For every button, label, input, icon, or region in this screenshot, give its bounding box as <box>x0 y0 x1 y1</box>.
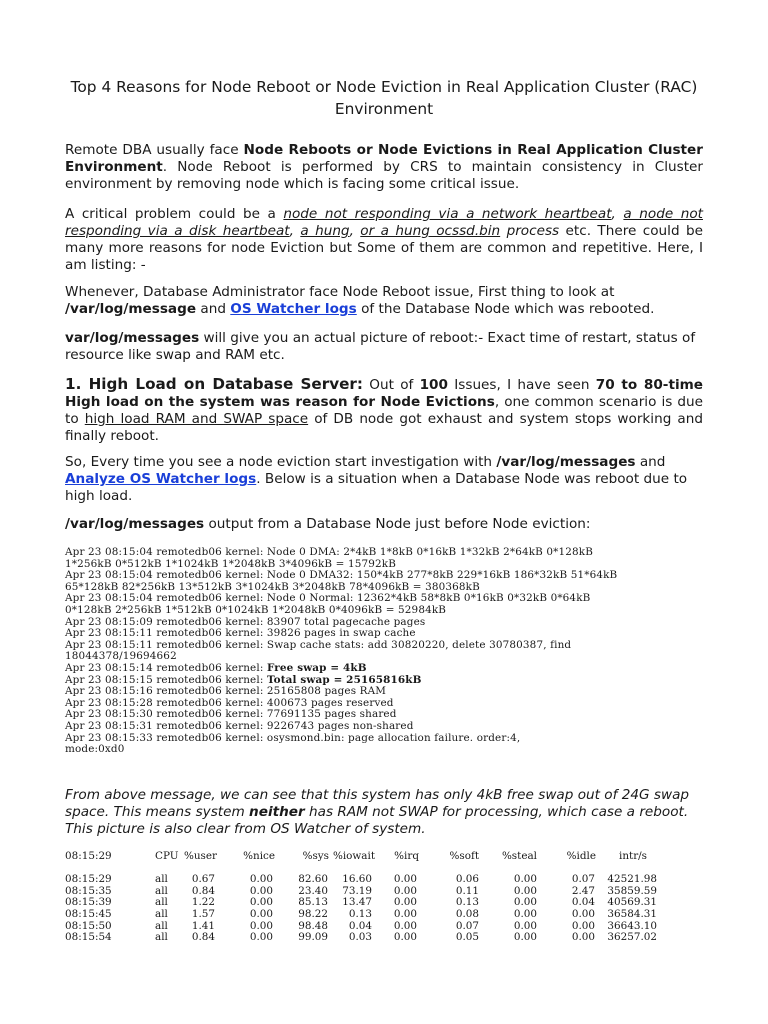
table-cell: 36584.31 <box>607 907 657 920</box>
log-line: mode:0xd0 <box>65 743 125 756</box>
table-cell: 85.13 <box>298 896 328 909</box>
log-line: Apr 23 08:15:30 remotedb06 kernel: 77691135 pages shared <box>65 708 397 721</box>
log-line: Apr 23 08:15:16 remotedb06 kernel: 25165808 pages RAM <box>65 685 387 698</box>
table-header-cell: %steal <box>501 850 537 862</box>
table-cell: 73.19 <box>342 884 372 897</box>
table-cell: 99.09 <box>298 931 328 944</box>
table-cell: 0.00 <box>513 919 537 932</box>
table-cell: all <box>155 873 168 886</box>
high-load-heading: 1. High Load on Database Server: <box>65 375 363 393</box>
table-cell: 0.07 <box>571 873 595 886</box>
table-cell: 1.22 <box>191 896 215 909</box>
free-swap-value: Free swap = 4kB <box>266 661 367 674</box>
table-cell: 2.47 <box>571 884 595 897</box>
hung-phrase: a hung <box>300 223 350 239</box>
intro-paragraph <box>65 142 703 193</box>
intro-text-end: . Node Reboot is performed by CRS to maintain consistency in Cluster environment by removing node which is facing some critical issue. <box>65 159 703 192</box>
var-log-message-path: /var/log/message <box>65 301 197 317</box>
table-cell: 08:15:39 <box>65 896 112 909</box>
high-load-underline: high load RAM and SWAP space <box>84 411 309 427</box>
table-cell: 0.07 <box>455 919 479 932</box>
log-line: Apr 23 08:15:11 remotedb06 kernel: Swap cache stats: add 30820220, delete 30780387, find <box>65 638 572 651</box>
table-cell: 1.41 <box>191 919 215 932</box>
table-cell: 0.05 <box>455 931 479 944</box>
log-line: 65*128kB 82*256kB 13*512kB 3*1024kB 3*2048kB 78*4096kB = 380368kB <box>65 580 480 593</box>
table-cell: 16.60 <box>342 873 372 886</box>
table-cell: 0.00 <box>249 896 273 909</box>
table-cell: all <box>155 919 168 932</box>
table-cell: 0.13 <box>348 907 372 920</box>
table-cell: 0.00 <box>393 931 417 944</box>
table-cell: 40569.31 <box>607 896 657 909</box>
table-cell: 0.00 <box>393 873 417 886</box>
table-cell: 82.60 <box>298 873 328 886</box>
swap-analysis-note: From above message, we can see that this system has only 4kB free swap out of 24G swap space. This means system neither has RAM not SWAP for processing, which case a reboot. This picture is also clear from OS Watcher of system. <box>65 787 690 837</box>
table-cell: 98.22 <box>298 907 328 920</box>
table-cell: 0.00 <box>513 896 537 909</box>
log-line: 18044378/19694662 <box>65 650 177 663</box>
var-log-messages-output <box>65 547 705 756</box>
os-watcher-logs-link[interactable]: OS Watcher logs <box>230 301 357 317</box>
table-cell: 08:15:50 <box>65 919 112 932</box>
table-cell: 08:15:54 <box>65 931 112 944</box>
log-line: Apr 23 08:15:33 remotedb06 kernel: osysmond.bin: page allocation failure. order:4, <box>65 731 521 744</box>
table-header-cell: CPU <box>155 850 179 862</box>
table-cell: 0.00 <box>249 931 273 944</box>
log-line: Apr 23 08:15:04 remotedb06 kernel: Node 0 DMA: 2*4kB 1*8kB 0*16kB 1*32kB 2*64kB 0*128kB <box>65 546 594 558</box>
table-cell: 0.04 <box>348 919 372 932</box>
table-cell: 0.00 <box>571 931 595 944</box>
page-title: Top 4 Reasons for Node Reboot or Node Eviction in Real Application Cluster (RAC) Environment <box>70 78 698 118</box>
table-header-cell: %iowait <box>332 850 375 862</box>
table-cell: 1.57 <box>191 907 215 920</box>
table-cell: 0.00 <box>513 931 537 944</box>
table-cell: 0.11 <box>455 884 479 897</box>
log-line: Apr 23 08:15:14 remotedb06 kernel: Free swap = 4kB <box>65 661 367 674</box>
table-header-cell: intr/s <box>619 850 647 862</box>
neither-bold: neither <box>249 804 305 820</box>
log-line: Apr 23 08:15:11 remotedb06 kernel: 39826 pages in swap cache <box>65 627 416 640</box>
table-header-cell: %idle <box>566 850 596 862</box>
log-line: Apr 23 08:15:04 remotedb06 kernel: Node 0 Normal: 12362*4kB 58*8kB 0*16kB 0*32kB 0*64kB <box>65 592 591 605</box>
table-cell: 0.00 <box>393 907 417 920</box>
critical-text-end: etc. There could be many more reasons for node Eviction but Some of them are common and repetitive. Here, I am listing: - <box>65 223 703 273</box>
critical-problem-paragraph: A critical problem could be a node not responding via a network heartbeat, a node not responding via a disk heartbeat, a hung, or a hung ocssd.bin process etc. There could be many more reasons for node Eviction but Some of them are common and repetitive. Here, I am listing: - <box>65 206 703 273</box>
table-cell: 42521.98 <box>607 873 657 886</box>
table-cell: 08:15:35 <box>65 884 112 897</box>
table-cell: 0.00 <box>393 919 417 932</box>
table-cell: 0.00 <box>249 907 273 920</box>
table-cell: 0.00 <box>249 884 273 897</box>
analyze-os-watcher-link[interactable]: Analyze OS Watcher logs <box>65 471 257 487</box>
log-line: Apr 23 08:15:28 remotedb06 kernel: 400673 pages reserved <box>65 696 394 709</box>
high-load-section: 1. High Load on Database Server: Out of 100 Issues, I have seen 70 to 80-time High load on the system was reason for Node Evictions, one common scenario is due to high load RAM and SWAP space of DB node got exhaust and system stops working and finally reboot. <box>65 375 704 444</box>
investigation-paragraph: So, Every time you see a node eviction start investigation with /var/log/messages and Analyze OS Watcher logs. Below is a situation when a Database Node was reboot due to high load. <box>65 454 688 504</box>
table-row <box>65 909 705 921</box>
table-cell: 0.84 <box>191 884 215 897</box>
log-line: Apr 23 08:15:04 remotedb06 kernel: Node 0 DMA32: 150*4kB 277*8kB 229*16kB 186*32kB 51*64kB <box>65 569 618 582</box>
table-cell: 0.13 <box>455 896 479 909</box>
table-header-cell: %sys <box>302 850 329 862</box>
table-cell: all <box>155 931 168 944</box>
table-cell: 0.00 <box>571 919 595 932</box>
log-intro-paragraph: /var/log/messages output from a Database Node just before Node eviction: <box>65 516 591 532</box>
table-cell: 0.00 <box>249 919 273 932</box>
table-cell: 13.47 <box>342 896 372 909</box>
table-cell: all <box>155 896 168 909</box>
table-header-cell: %nice <box>243 850 275 862</box>
table-cell: 0.00 <box>513 884 537 897</box>
table-cell: 35859.59 <box>607 884 657 897</box>
table-cell: 0.00 <box>249 873 273 886</box>
high-load-bold: 70 to 80-time High load on the system was reason for Node Evictions <box>65 377 703 410</box>
table-cell: 0.06 <box>455 873 479 886</box>
os-watcher-cpu-table <box>65 851 705 944</box>
table-cell: 23.40 <box>298 884 328 897</box>
table-header-cell: %soft <box>449 850 479 862</box>
table-cell: 98.48 <box>298 919 328 932</box>
table-cell: 0.03 <box>348 931 372 944</box>
hung-ocssd-phrase: or a hung ocssd.bin <box>360 223 501 239</box>
network-heartbeat-phrase: node not responding via a network heartbeat <box>283 206 612 222</box>
table-cell: 36257.02 <box>607 931 657 944</box>
intro-bold: Node Reboots or Node Evictions in Real Application Cluster Environment <box>65 142 703 175</box>
log-line: Apr 23 08:15:31 remotedb06 kernel: 9226743 pages non-shared <box>65 719 414 732</box>
table-cell: 08:15:29 <box>65 873 112 886</box>
table-header-row <box>65 851 705 863</box>
log-line: Apr 23 08:15:09 remotedb06 kernel: 83907 total pagecache pages <box>65 615 426 628</box>
table-header-cell: %user <box>183 850 217 862</box>
critical-text: A critical problem could be a <box>65 206 284 222</box>
table-cell: 36643.10 <box>607 919 657 932</box>
table-cell: 0.00 <box>571 907 595 920</box>
table-cell: 0.04 <box>571 896 595 909</box>
table-header-cell: %irq <box>394 850 419 862</box>
log-line: 1*256kB 0*512kB 1*1024kB 1*2048kB 3*4096kB = 15792kB <box>65 557 396 570</box>
table-cell: 0.67 <box>191 873 215 886</box>
whenever-paragraph: Whenever, Database Administrator face Node Reboot issue, First thing to look at /var/log/message and OS Watcher logs of the Database Node which was rebooted. <box>65 284 655 317</box>
var-log-messages-path: var/log/messages <box>65 330 200 346</box>
table-header-cell: 08:15:29 <box>65 850 112 862</box>
table-cell: 0.08 <box>455 907 479 920</box>
table-cell: 08:15:45 <box>65 907 112 920</box>
table-row <box>65 932 705 944</box>
var-log-paragraph: var/log/messages will give you an actual picture of reboot:- Exact time of restart, status of resource like swap and RAM etc. <box>65 330 696 363</box>
table-cell: 0.00 <box>393 896 417 909</box>
table-cell: all <box>155 907 168 920</box>
total-swap-value: Total swap = 25165816kB <box>266 673 422 686</box>
log-line: 0*128kB 2*256kB 1*512kB 0*1024kB 1*2048kB 0*4096kB = 52984kB <box>65 603 447 616</box>
log-line: Apr 23 08:15:15 remotedb06 kernel: Total swap = 25165816kB <box>65 673 422 686</box>
table-cell: 0.00 <box>513 873 537 886</box>
table-cell: all <box>155 884 168 897</box>
table-cell: 0.84 <box>191 931 215 944</box>
intro-text: Remote DBA usually face <box>65 142 244 158</box>
table-cell: 0.00 <box>393 884 417 897</box>
table-cell: 0.00 <box>513 907 537 920</box>
disk-heartbeat-phrase: a node not responding via a disk heartbeat <box>65 206 703 239</box>
